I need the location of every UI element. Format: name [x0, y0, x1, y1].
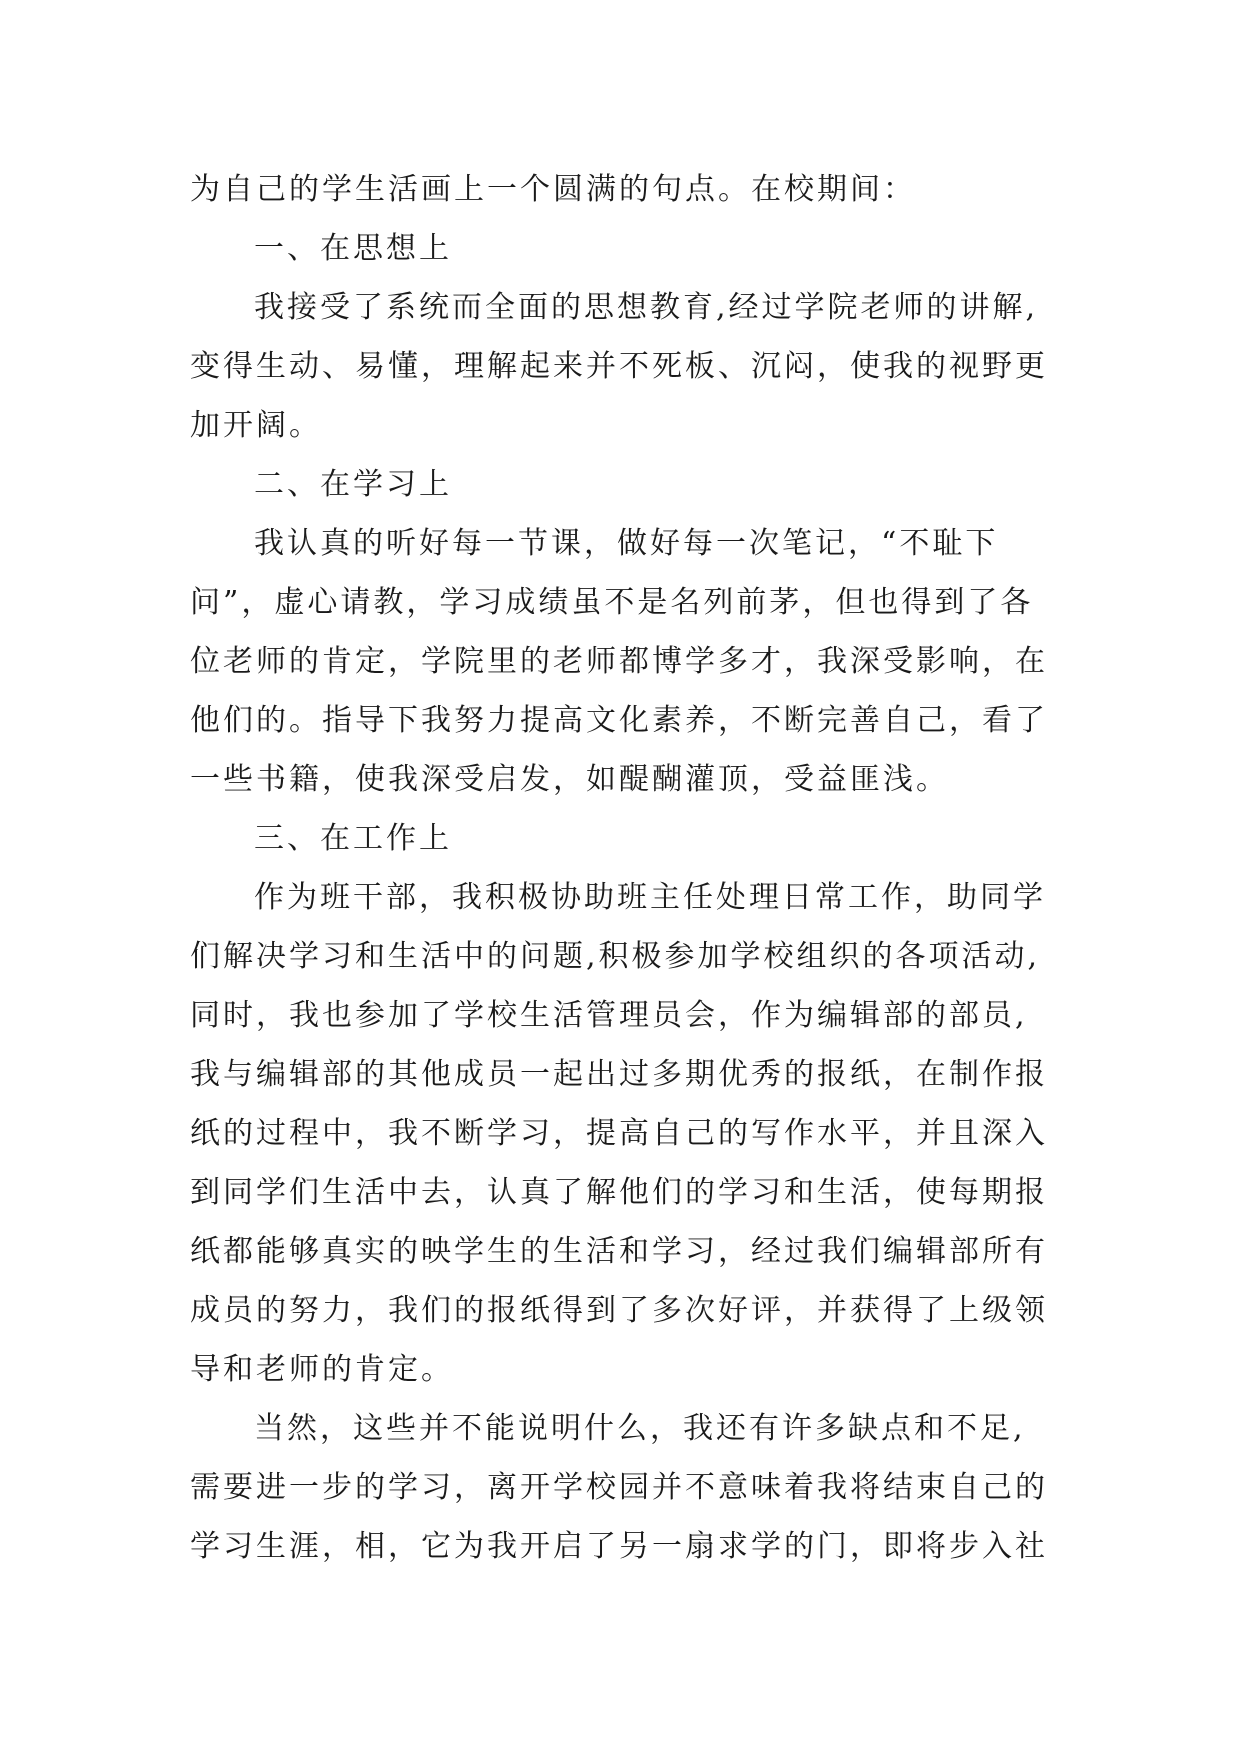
text-line: 作为班干部，我积极协助班主任处理日常工作，助同学	[254, 880, 1046, 915]
text-line: 导和老师的肯定。	[190, 1352, 454, 1387]
section-heading-thought: 一、在思想上	[254, 231, 452, 266]
document-body	[190, 160, 1090, 1576]
text-line: 为自己的学生活画上一个圆满的句点。在校期间：	[190, 172, 916, 207]
text-line: 加开阔。	[190, 408, 322, 443]
section-heading-work: 三、在工作上	[254, 821, 452, 856]
text-line: 到同学们生活中去，认真了解他们的学习和生活，使每期报	[190, 1175, 1048, 1210]
text-line: 问”，虚心请教，学习成绩虽不是名列前茅，但也得到了各	[190, 585, 1034, 620]
text-line: 学习生涯，相，它为我开启了另一扇求学的门，即将步入社	[190, 1529, 1048, 1564]
text-line: 变得生动、易懂，理解起来并不死板、沉闷，使我的视野更	[190, 349, 1048, 384]
text-line: 一些书籍，使我深受启发，如醍醐灌顶，受益匪浅。	[190, 762, 949, 797]
text-line: 需要进一步的学习，离开学校园并不意味着我将结束自己的	[190, 1470, 1048, 1505]
text-line: 我接受了系统而全面的思想教育,经过学院老师的讲解,	[254, 290, 1039, 325]
text-line: 他们的。指导下我努力提高文化素养，不断完善自己，看了	[190, 703, 1048, 738]
text-line: 们解决学习和生活中的问题,积极参加学校组织的各项活动,	[190, 939, 1041, 974]
text-line: 当然，这些并不能说明什么，我还有许多缺点和不足,	[254, 1411, 1026, 1446]
text-line: 我与编辑部的其他成员一起出过多期优秀的报纸，在制作报	[190, 1057, 1048, 1092]
text-line: 纸都能够真实的映学生的生活和学习，经过我们编辑部所有	[190, 1234, 1048, 1269]
section-heading-study: 二、在学习上	[254, 467, 452, 502]
text-line: 成员的努力，我们的报纸得到了多次好评，并获得了上级领	[190, 1293, 1048, 1328]
text-line: 位老师的肯定，学院里的老师都博学多才，我深受影响，在	[190, 644, 1048, 679]
text-line: 同时，我也参加了学校生活管理员会，作为编辑部的部员,	[190, 998, 1028, 1033]
text-line: 我认真的听好每一节课，做好每一次笔记，“不耻下	[254, 526, 999, 561]
text-line: 纸的过程中，我不断学习，提高自己的写作水平，并且深入	[190, 1116, 1048, 1151]
